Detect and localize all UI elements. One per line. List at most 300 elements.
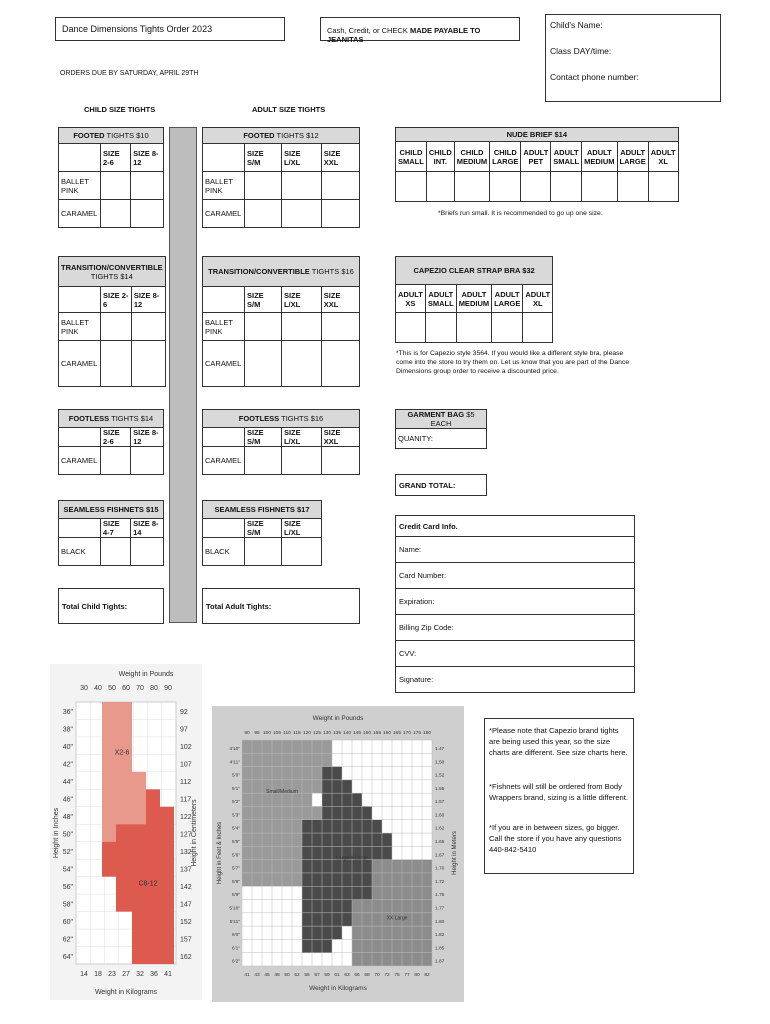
chart-cell [272,806,282,819]
qty-cell[interactable] [396,172,427,202]
adult-section-title: ADULT SIZE TIGHTS [252,105,326,114]
chart-cell [332,780,342,793]
qty-cell[interactable] [131,172,164,200]
qty-cell[interactable] [492,313,523,343]
chart-cell [262,806,272,819]
bottom-tick: 41 [164,971,172,978]
due-date: ORDERS DUE BY SATURDAY, APRIL 29TH [60,70,199,77]
qty-cell[interactable] [321,313,359,341]
chart-cell [272,740,282,753]
chart-cell [362,806,372,819]
chart-cell [342,780,352,793]
left-tick: 46" [62,796,73,804]
chart-cell [242,806,252,819]
left-tick: 5'4" [232,826,240,832]
qty-cell[interactable] [245,313,282,341]
right-tick: 1.70 [435,866,445,872]
cc-field-4[interactable]: CVV: [395,641,635,667]
chart-cell [292,820,302,833]
row-label: BLACK [203,538,245,566]
chart-cell [272,767,282,780]
qty-cell[interactable] [321,200,359,228]
qty-cell[interactable] [551,172,582,202]
chart-cell [272,820,282,833]
qty-cell[interactable] [281,172,321,200]
qty-cell[interactable] [245,172,282,200]
chart-cell [312,846,322,859]
cc-field-2[interactable]: Expiration: [395,589,635,615]
left-tick: 36" [62,709,73,717]
contact-box [545,14,721,102]
chart-cell [332,793,342,806]
row-label: CARAMEL [59,341,101,387]
chart-cell [422,860,432,873]
bottom-tick: 27 [122,971,130,978]
chart-cell [282,873,292,886]
chart-cell [332,926,342,939]
chart-cell [372,846,382,859]
footless-adult-table [202,409,360,475]
garment-bag-header: GARMENT BAG $5 EACH [396,410,487,429]
nude-brief-header: NUDE BRIEF $14 [396,128,679,142]
note-capezio: *Please note that Capezio brand tights are being used this year, so the size charts are different. See size charts here. [489,726,628,757]
chart-cell [332,886,342,899]
qty-cell[interactable] [281,313,321,341]
qty-cell[interactable] [245,447,282,475]
chart-cell [352,939,362,952]
row-label: BALLET PINK [203,313,245,341]
chart-cell [372,926,382,939]
top-tick: 80 [150,685,158,692]
left-tick: 5'9" [232,893,240,899]
right-tick: 132 [180,848,192,856]
chart-cell [312,780,322,793]
qty-cell[interactable] [396,313,426,343]
footless-adult-header: FOOTLESS TIGHTS $16 [203,410,360,428]
left-tick: 48" [62,814,73,822]
top-tick: 120 [302,731,312,736]
class-day-field[interactable]: Class DAY/time: [550,46,612,56]
chart-cell [412,886,422,899]
bra-table [395,256,553,343]
grand-total-box[interactable] [395,474,487,496]
chart-cell [422,913,432,926]
chart-cell [332,873,342,886]
chart-cell [322,753,332,766]
qty-cell[interactable] [490,172,521,202]
chart-cell [312,833,322,846]
brief-size-4: ADULT PET [521,142,551,172]
cc-field-3[interactable]: Billing Zip Code: [395,615,635,641]
brief-size-8: ADULT XL [648,142,678,172]
top-tick: 50 [108,685,116,692]
top-tick: 160 [382,731,392,736]
size-2-6: SIZE 2-6 [101,144,131,172]
chart-cell [302,900,312,913]
left-tick: 44" [62,779,73,787]
qty-cell[interactable] [456,313,491,343]
chart-cell [382,939,392,952]
right-tick: 1.52 [435,773,445,779]
size-8-14: SIZE 8-14 [131,519,164,538]
left-tick: 5'6" [232,853,240,859]
qty-cell[interactable] [282,538,322,566]
chart-cell [262,767,272,780]
bottom-tick: 80 [414,973,420,978]
bottom-tick: 77 [404,973,410,978]
chart-cell [372,939,382,952]
qty-cell[interactable] [131,313,165,341]
chart-cell [362,900,372,913]
qty-cell[interactable] [281,341,321,387]
chart-cell [332,767,342,780]
chart-cell [342,913,352,926]
qty-cell[interactable] [454,172,489,202]
top-tick: 70 [136,685,144,692]
qty-cell[interactable] [101,341,132,387]
chart-cell [342,806,352,819]
bottom-tick: 45 [264,973,270,978]
qty-cell[interactable] [281,200,321,228]
chart-cell [352,886,362,899]
right-tick: 147 [180,901,192,909]
total-adult-label: Total Adult Tights: [206,602,272,611]
chart-cell [292,846,302,859]
top-tick: 140 [342,731,352,736]
chart-cell [312,767,322,780]
chart-cell [282,833,292,846]
qty-cell[interactable] [321,447,359,475]
chart-cell [242,767,252,780]
chart-cell [302,767,312,780]
bra-header: CAPEZIO CLEAR STRAP BRA $32 [396,257,553,285]
right-tick: 1.75 [435,893,445,899]
chart-left-label: Height in Inches [53,807,60,859]
left-tick: 5'1" [232,786,240,792]
chart-cell [332,820,342,833]
chart-cell [312,926,322,939]
chart-cell [302,780,312,793]
bottom-tick: 48 [274,973,280,978]
bottom-tick: 41 [244,973,250,978]
bra-size-2: ADULT MEDIUM [456,285,491,313]
bottom-tick: 18 [94,971,102,978]
chart-cell [372,820,382,833]
chart-cell [352,806,362,819]
size-4-7: SIZE 4-7 [101,519,131,538]
brief-size-2: CHILD MEDIUM [454,142,489,172]
left-tick: 40" [62,744,73,752]
right-tick: 1.82 [435,933,445,939]
right-tick: 162 [180,953,192,961]
chart-cell [272,860,282,873]
total-adult-box[interactable] [202,588,360,624]
qty-cell[interactable] [245,341,282,387]
chart-cell [422,939,432,952]
footless-child-table [58,409,164,475]
qty-cell[interactable] [131,538,164,566]
chart-cell [382,833,392,846]
cc-field-0[interactable]: Name: [395,537,635,563]
qty-cell[interactable] [101,313,132,341]
qty-cell[interactable] [521,172,551,202]
chart-cell [412,900,422,913]
chart-cell [242,753,252,766]
chart-cell [362,833,372,846]
row-label: CARAMEL [59,200,101,228]
chart-cell [242,793,252,806]
chart-cell [422,886,432,899]
chart-cell [302,793,312,806]
chart-cell [292,806,302,819]
bottom-tick: 55 [304,973,310,978]
qty-cell[interactable] [101,447,131,475]
size-s-m: SIZE S/M [245,144,282,172]
chart-cell [352,793,362,806]
top-tick: 155 [372,731,382,736]
chart-cell [412,873,422,886]
chart-cell [402,873,412,886]
bottom-tick: 57 [314,973,320,978]
fishnet-child-table [58,500,164,566]
top-tick: 60 [122,685,130,692]
chart-cell [262,873,272,886]
chart-cell [252,793,262,806]
transition-adult-header: TRANSITION/CONVERTIBLE TIGHTS $16 [203,257,360,287]
size-8-12: SIZE 8-12 [131,287,165,313]
bottom-tick: 66 [354,973,360,978]
qty-cell[interactable] [101,172,131,200]
cc-field-5[interactable]: Signature: [395,667,635,693]
garment-bag-table [395,409,487,449]
chart-cell [322,846,332,859]
chart-cell [242,873,252,886]
right-tick: 152 [180,918,192,926]
bottom-tick: 61 [334,973,340,978]
size-s-m: SIZE S/M [245,519,282,538]
chart-cell [262,833,272,846]
footed-adult-table [202,127,360,228]
cc-field-1[interactable]: Card Number: [395,563,635,589]
contact-phone-field[interactable]: Contact phone number: [550,72,639,82]
chart-cell [402,953,412,966]
region-label: Small/Medium [266,789,298,796]
chart-cell [322,833,332,846]
grand-total-label: GRAND TOTAL: [399,481,456,490]
chart-cell [412,939,422,952]
top-tick: 100 [262,731,272,736]
chart-cell [302,926,312,939]
size-2-6: SIZE 2-6 [101,428,131,447]
chart-cell [392,860,402,873]
chart-cell [312,939,322,952]
size-8-12: SIZE 8-12 [131,144,164,172]
chart-cell [352,833,362,846]
top-tick: 105 [272,731,282,736]
bottom-tick: 50 [284,973,290,978]
qty-cell[interactable] [426,172,454,202]
bottom-tick: 63 [344,973,350,978]
chart-cell [282,767,292,780]
chart-cell [352,926,362,939]
qty-cell[interactable] [582,172,617,202]
chart-cell [282,806,292,819]
region-label: Large/X Large [336,855,368,862]
nude-brief-table [395,127,679,202]
qty-cell[interactable] [131,447,164,475]
top-tick: 130 [322,731,332,736]
chart-cell [342,820,352,833]
chart-cell [242,833,252,846]
chart-cell [292,833,302,846]
right-tick: 122 [180,814,192,822]
note-fishnets: *Fishnets will still be ordered from Body Wrappers brand, sizing is a little different. [489,782,629,802]
top-tick: 175 [412,731,422,736]
bra-size-1: ADULT SMALL [425,285,456,313]
chart-cell [402,860,412,873]
bottom-tick: 43 [254,973,260,978]
qty-cell[interactable] [245,538,282,566]
chart-cell [292,860,302,873]
chart-cell [382,926,392,939]
top-tick: 30 [80,685,88,692]
brief-size-0: CHILD SMALL [396,142,427,172]
chart-cell [242,780,252,793]
qty-cell[interactable] [101,538,131,566]
chart-cell [362,953,372,966]
qty-cell[interactable] [425,313,456,343]
left-tick: 5'7" [232,866,240,872]
chart-cell [322,873,332,886]
chart-cell [332,913,342,926]
chart-cell [282,846,292,859]
note-sizes: *If you are in between sizes, go bigger. Call the store if you have any questions 440-842-5410 [489,823,622,854]
chart-cell [242,846,252,859]
left-tick: 5'0" [232,773,240,779]
chart-cell [402,926,412,939]
chart-cell [302,820,312,833]
chart-cell [312,913,322,926]
chart-cell [372,913,382,926]
row-label: CARAMEL [59,447,101,475]
qty-cell[interactable] [321,341,359,387]
brief-size-5: ADULT SMALL [551,142,582,172]
right-tick: 117 [180,796,192,804]
brief-size-3: CHILD LARGE [490,142,521,172]
chart-cell [322,740,332,753]
row-label: BALLET PINK [203,172,245,200]
left-tick: 5'11" [229,919,240,925]
qty-cell[interactable] [101,200,131,228]
left-tick: 5'2" [232,800,240,806]
chart-cell [312,820,322,833]
left-tick: 6'0" [232,933,240,939]
qty-cell[interactable] [321,172,359,200]
credit-card-title: Credit Card Info. [399,522,458,531]
qty-cell[interactable] [281,447,321,475]
chart-cell [412,953,422,966]
qty-cell[interactable] [617,172,648,202]
chart-cell [312,753,322,766]
chart-cell [312,806,322,819]
top-tick: 170 [402,731,412,736]
left-tick: 54" [62,866,73,874]
top-tick: 90 [164,685,172,692]
chart-cell [392,926,402,939]
footed-child-header: FOOTED TIGHTS $10 [59,128,164,144]
left-tick: 5'3" [232,813,240,819]
garment-bag-quantity-field[interactable]: QUANITY: [396,429,487,449]
chart-top-label: Weight in Pounds [118,671,174,678]
right-tick: 1.65 [435,840,445,846]
left-tick: 64" [62,953,73,961]
chart-cell [342,793,352,806]
left-tick: 62" [62,936,73,944]
chart-cell [322,939,332,952]
top-tick: 125 [312,731,322,736]
chart-cell [352,953,362,966]
qty-cell[interactable] [523,313,553,343]
left-tick: 5'8" [232,879,240,885]
chart-cell [422,873,432,886]
chart-cell [272,833,282,846]
right-tick: 1.62 [435,826,445,832]
chart-right-label: Height in Centimeters [191,799,198,867]
chart-cell [282,860,292,873]
chart-cell [422,953,432,966]
divider-bar [169,127,197,623]
chart-cell [262,740,272,753]
transition-child-table [58,256,166,387]
left-tick: 58" [62,901,73,909]
size-8-12: SIZE 8-12 [131,428,164,447]
chart-cell [262,846,272,859]
qty-cell[interactable] [131,341,165,387]
fishnet-adult-table [202,500,322,566]
chart-cell [252,780,262,793]
bottom-tick: 72 [384,973,390,978]
chart-bottom-label: Weight in Kilograms [309,985,367,992]
chart-cell [302,846,312,859]
chart-cell [312,860,322,873]
chart-cell [412,860,422,873]
chart-cell [402,900,412,913]
right-tick: 1.47 [435,746,445,752]
row-label: CARAMEL [203,200,245,228]
chart-cell [372,900,382,913]
row-label: BALLET PINK [59,172,101,200]
left-tick: 6'2" [232,959,240,965]
chart-cell [302,753,312,766]
footed-child-table [58,127,164,228]
chart-cell [382,953,392,966]
right-tick: 142 [180,883,192,891]
child-name-field[interactable]: Child's Name: [550,20,603,30]
qty-cell[interactable] [245,200,282,228]
chart-cell [302,833,312,846]
row-label: BLACK [59,538,101,566]
size-2-6: SIZE 2-6 [101,287,132,313]
left-tick: 4'10" [229,746,240,752]
chart-cell [252,860,262,873]
size-l-xl: SIZE L/XL [281,144,321,172]
chart-cell [322,767,332,780]
bottom-tick: 59 [324,973,330,978]
total-child-box[interactable] [58,588,164,624]
qty-cell[interactable] [131,200,164,228]
qty-cell[interactable] [648,172,678,202]
footless-child-header: FOOTLESS TIGHTS $14 [59,410,164,428]
